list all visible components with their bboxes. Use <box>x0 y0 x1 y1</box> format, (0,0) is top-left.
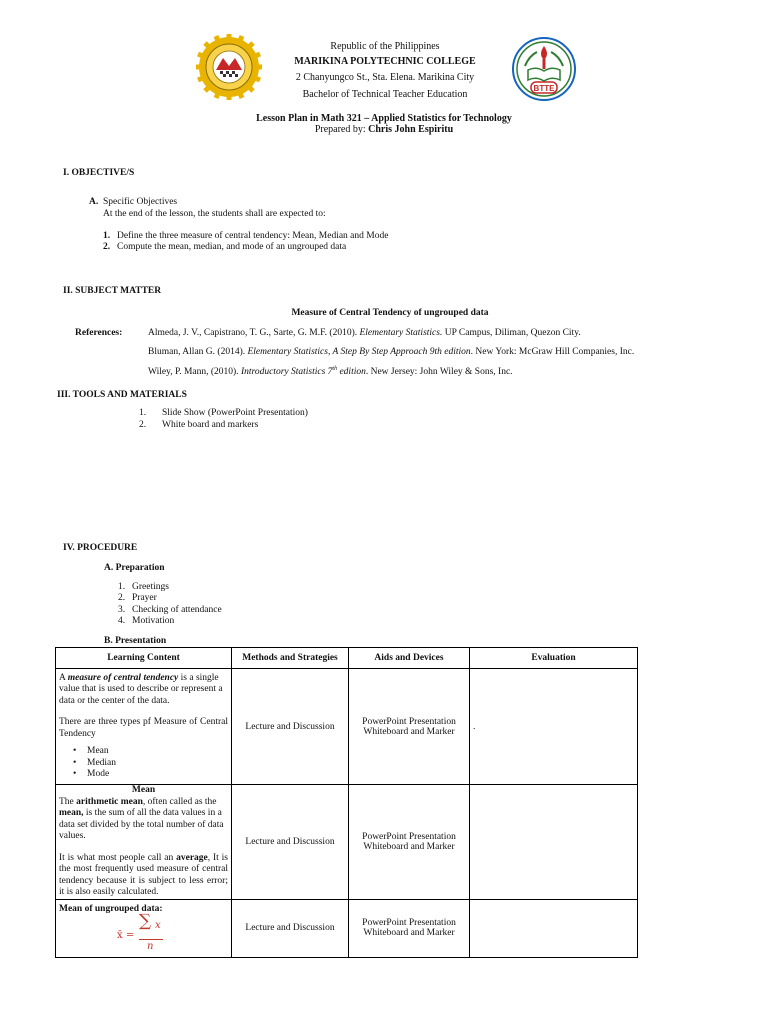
reference-text: Wiley, P. Mann, (2010). <box>148 367 241 378</box>
reference-3 <box>148 366 513 377</box>
column-header: Methods and Strategies <box>232 648 349 669</box>
reference-text: Almeda, J. V., Capistrano, T. G., Sarte, G. M.F. (2010). <box>148 328 360 338</box>
reference-book-title: Introductory Statistics 7 <box>240 367 333 378</box>
header-address: 2 Chanyungco St., Sta. Elena. Marikina City <box>295 72 475 83</box>
reference-book-title: edition <box>337 367 366 378</box>
aids-cell <box>349 899 470 957</box>
tool-item-2 <box>139 420 258 430</box>
btte-logo-text: BTTE <box>533 84 555 93</box>
objectives-heading: I. OBJECTIVE/S <box>63 168 135 178</box>
prep-item-1 <box>118 582 169 592</box>
reference-book-title: Elementary Statistics. <box>359 328 443 338</box>
header-college: MARIKINA POLYTECHNIC COLLEGE <box>294 56 476 67</box>
procedure-table <box>55 647 638 958</box>
subject-matter-title: Measure of Central Tendency of ungrouped data <box>291 308 489 318</box>
mean-term: arithmetic mean <box>76 796 143 807</box>
learning-content-cell <box>56 669 232 785</box>
prep-text: Checking of attendance <box>132 605 222 615</box>
aids-line: Whiteboard and Marker <box>363 726 455 737</box>
mean-text: , often called as the <box>142 796 217 807</box>
procedure-heading: IV. PROCEDURE <box>63 543 138 553</box>
prep-text: Motivation <box>132 616 175 626</box>
mean-definition <box>59 797 228 843</box>
reference-1 <box>148 328 581 338</box>
method-cell: Lecture and Discussion <box>232 899 349 957</box>
mean-title: Mean <box>131 785 156 795</box>
aids-cell <box>349 785 470 900</box>
header-country: Republic of the Philippines <box>330 41 440 52</box>
reference-text: . New York: McGraw Hill Companies, Inc. <box>470 347 635 357</box>
list-item: • Median <box>73 758 228 770</box>
reference-2 <box>148 347 634 357</box>
column-header: Evaluation <box>470 648 638 669</box>
mean-text: The <box>59 796 77 807</box>
prepared-by <box>180 124 588 135</box>
method-cell: Lecture and Discussion <box>232 785 349 900</box>
tool-num: 1. <box>139 408 147 418</box>
tool-num: 2. <box>139 420 147 430</box>
objective-num: 2. <box>103 242 111 252</box>
formula-fraction-bar <box>139 939 163 940</box>
reference-text: Bluman, Allan G. (2014). <box>148 347 248 357</box>
tool-text: Slide Show (PowerPoint Presentation) <box>162 408 308 418</box>
reference-book-title: Elementary Statistics, A Step By Step Approach 9th edition <box>247 347 471 357</box>
objective-item-2 <box>103 242 346 252</box>
method-cell: Lecture and Discussion <box>232 669 349 785</box>
table-row <box>56 785 638 900</box>
formula-denominator: n <box>147 940 154 952</box>
formula-numerator: x <box>155 919 161 931</box>
reference-text: . New Jersey: John Wiley & Sons, Inc. <box>365 367 513 378</box>
list-item: • Mode <box>73 769 228 781</box>
prep-num: 4. <box>118 616 126 626</box>
prep-num: 1. <box>118 582 126 592</box>
aids-line: PowerPoint Presentation <box>362 716 456 727</box>
ungrouped-mean-title: Mean of ungrouped data: <box>59 904 163 915</box>
objectives-intro: At the end of the lesson, the students shall are expected to: <box>103 209 326 219</box>
objectives-sub-title: Specific Objectives <box>103 197 178 207</box>
prep-text: Greetings <box>132 582 169 592</box>
prep-text: Prayer <box>132 593 157 603</box>
objective-num: 1. <box>103 231 111 241</box>
definition-text: is a single value that is used to describe or represent a data or the center of the data. <box>59 672 223 706</box>
types-list <box>73 746 228 781</box>
column-header: Learning Content <box>56 648 232 669</box>
subject-matter-heading: II. SUBJECT MATTER <box>63 286 162 296</box>
prep-item-4 <box>118 616 174 626</box>
types-paragraph: There are three types pf Measure of Central Tendency <box>59 717 228 739</box>
mean-term: mean, <box>59 808 84 818</box>
prep-item-3 <box>118 605 222 615</box>
average-paragraph <box>59 853 228 899</box>
mean-formula <box>59 910 228 952</box>
definition-paragraph <box>59 673 228 708</box>
lesson-title: Lesson Plan in Math 321 – Applied Statistics for Technology <box>256 113 512 124</box>
mean-text: is the sum of all the data values in a data set divided by the total number of data values. <box>59 808 224 841</box>
formula-lhs: x̄ = <box>117 929 135 941</box>
objective-text: Define the three measure of central tendency: Mean, Median and Mode <box>117 231 389 241</box>
list-item: • Mean <box>73 746 228 758</box>
btte-logo <box>511 36 577 102</box>
tool-item-1 <box>139 408 308 418</box>
objectives-sub-letter: A. <box>89 197 99 207</box>
column-header: Aids and Devices <box>349 648 470 669</box>
average-text: It is what most people call an <box>59 852 177 863</box>
evaluation-cell <box>470 899 638 957</box>
prep-num: 3. <box>118 605 126 615</box>
prep-num: 2. <box>118 593 126 603</box>
definition-term: measure of central tendency <box>67 672 179 683</box>
aids-line: Whiteboard and Marker <box>363 841 455 852</box>
average-text: , It is the most frequently used measure of central tendency because it is subject to less error; it is also easily calculated. <box>59 852 228 897</box>
prep-item-2 <box>118 593 157 603</box>
presentation-heading: B. Presentation <box>104 636 167 646</box>
learning-content-cell <box>56 785 232 900</box>
objective-item-1 <box>103 231 388 241</box>
evaluation-cell <box>470 785 638 900</box>
aids-line: Whiteboard and Marker <box>363 928 455 938</box>
references-label: References: <box>75 328 123 338</box>
objectives-subheading <box>89 197 177 207</box>
average-term: average <box>176 852 208 863</box>
table-row <box>56 899 638 957</box>
tool-text: White board and markers <box>162 420 259 430</box>
reference-superscript: th <box>332 366 338 372</box>
table-header-row <box>56 648 638 669</box>
aids-cell <box>349 669 470 785</box>
objective-text: Compute the mean, median, and mode of an ungrouped data <box>117 242 347 252</box>
prepared-by-label: Prepared by: <box>314 124 369 135</box>
learning-content-cell <box>56 899 232 957</box>
aids-line: PowerPoint Presentation <box>362 831 456 842</box>
evaluation-cell: . <box>470 669 638 785</box>
table-row <box>56 669 638 785</box>
prepared-by-name: Chris John Espiritu <box>368 124 454 135</box>
tools-heading: III. TOOLS AND MATERIALS <box>57 390 187 400</box>
formula-sum-symbol: ∑ <box>139 910 152 931</box>
reference-text: UP Campus, Diliman, Quezon City. <box>442 328 581 338</box>
definition-text: A <box>59 672 68 683</box>
preparation-heading: A. Preparation <box>104 563 165 573</box>
aids-line: PowerPoint Presentation <box>362 918 456 928</box>
header-program: Bachelor of Technical Teacher Education <box>302 89 468 100</box>
